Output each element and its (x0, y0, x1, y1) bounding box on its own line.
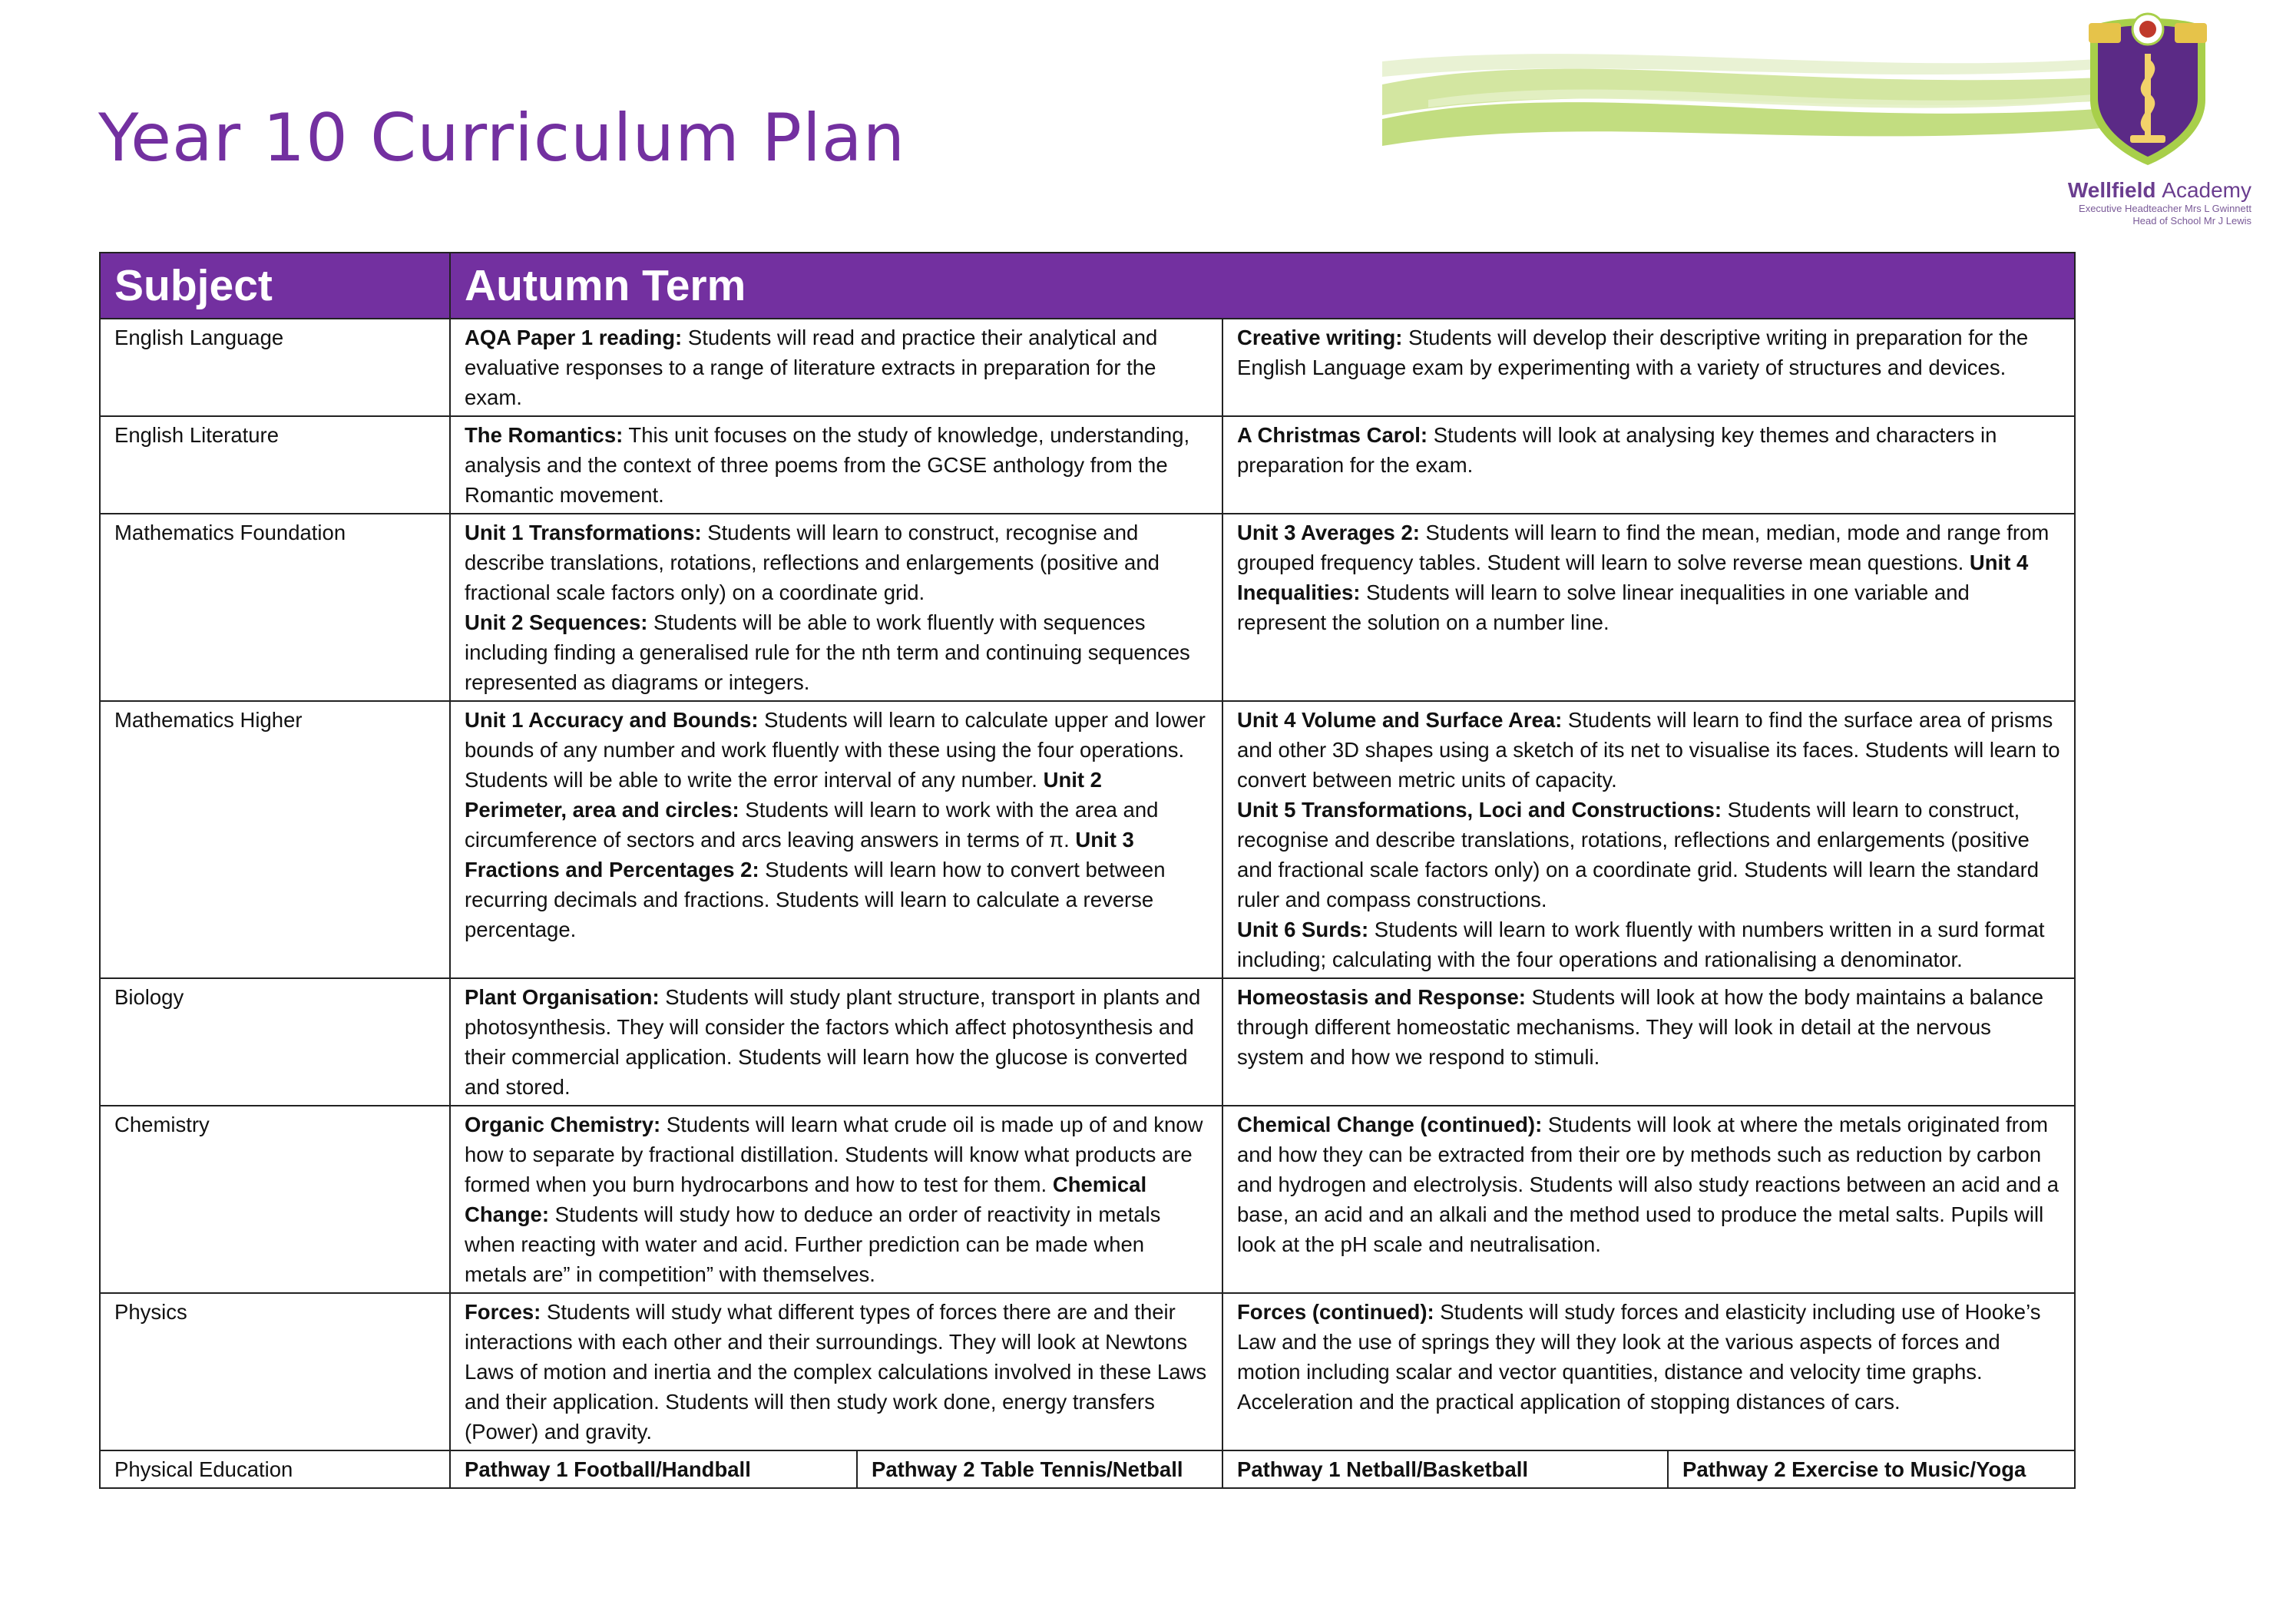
school-branding (1966, 178, 2251, 227)
decorative-swoosh (1382, 46, 2119, 161)
head-of-school: Head of School Mr J Lewis (2132, 215, 2251, 227)
subject-cell: Mathematics Foundation (100, 514, 450, 701)
table-row-pe (100, 1450, 2075, 1488)
table-row (100, 319, 2075, 416)
autumn-second-half-cell: Homeostasis and Response: Students will look at how the body maintains a balance through different homeostatic mechanisms. They will look in detail at the nervous system and how we respond to stimuli. (1222, 978, 2075, 1106)
autumn-first-half-cell: Unit 1 Accuracy and Bounds: Students will learn to calculate upper and lower bounds of any number and work fluently with these using the four operations. Students will be able to write the error interval of any number. Unit 2 Perimeter, area and circles: Students will learn to work with the area and circumference of sectors and arcs leaving answers in terms of π. Unit 3 Fractions and Percentages 2: Students will learn how to convert between recurring decimals and fractions. Students will learn to calculate a reverse percentage. (450, 701, 1222, 978)
autumn-second-half-cell: Chemical Change (continued): Students will look at where the metals originated from and how they can be extracted from their ore by methods such as reduction by carbon and hydrogen and electrolysis. Students will also study reactions between an acid and a base, an acid and an alkali and the method used to produce the metal salts. Pupils will look at the pH scale and neutralisation. (1222, 1106, 2075, 1293)
school-crest-icon (2083, 0, 2213, 169)
subject-column-header: Subject (100, 253, 450, 319)
autumn-second-half-cell: A Christmas Carol: Students will look at analysing key themes and characters in preparation for the exam. (1222, 416, 2075, 514)
page-title: Year 10 Curriculum Plan (98, 100, 906, 177)
table-row (100, 514, 2075, 701)
pe-pathway-1-second: Pathway 1 Netball/Basketball (1222, 1450, 1668, 1488)
autumn-first-half-cell: Plant Organisation: Students will study plant structure, transport in plants and photosynthesis. They will consider the factors which affect photosynthesis and their commercial application. Students will learn how the glucose is converted and stored. (450, 978, 1222, 1106)
autumn-first-half-cell: Forces: Students will study what different types of forces there are and their interactions with each other and their surroundings. They will look at Newtons Laws of motion and inertia and the complex calculations involved in these Laws and their application. Students will then study work done, energy transfers (Power) and gravity. (450, 1293, 1222, 1450)
subject-cell: Biology (100, 978, 450, 1106)
subject-cell: Physics (100, 1293, 450, 1450)
subject-cell: English Literature (100, 416, 450, 514)
pe-pathway-2-first: Pathway 2 Table Tennis/Netball (857, 1450, 1222, 1488)
school-name: Wellfield Academy (2067, 178, 2251, 202)
autumn-second-half-cell: Unit 4 Volume and Surface Area: Students will learn to find the surface area of prisms and other 3D shapes using a sketch of its net to visualise its faces. Students will learn to convert between metric units of capacity. Unit 5 Transformations, Loci and Constructions: Students will learn to construct, recognise and describe translations, rotations, reflections and enlargements (positive and fractional scale factors only) on a coordinate grid. Students will learn the standard ruler and compass constructions. Unit 6 Surds: Students will learn to work fluently with numbers written in a surd format including; calculating with the four operations and rationalising a denominator. (1222, 701, 2075, 978)
executive-headteacher: Executive Headteacher Mrs L Gwinnett (2079, 203, 2251, 214)
pe-pathway-2-second: Pathway 2 Exercise to Music/Yoga (1668, 1450, 2075, 1488)
curriculum-table (99, 252, 2076, 1489)
subject-cell: Chemistry (100, 1106, 450, 1293)
table-row (100, 701, 2075, 978)
autumn-first-half-cell: The Romantics: This unit focuses on the study of knowledge, understanding, analysis and the context of three poems from the GCSE anthology from the Romantic movement. (450, 416, 1222, 514)
autumn-second-half-cell: Forces (continued): Students will study forces and elasticity including use of Hooke’s Law and the use of springs they will they look at the various aspects of forces and motion including scalar and vector quantities, distance and velocity time graphs. Acceleration and the practical application of stopping distances of cars. (1222, 1293, 2075, 1450)
autumn-first-half-cell: Unit 1 Transformations: Students will learn to construct, recognise and describe translations, rotations, reflections and enlargements (positive and fractional scale factors only) on a coordinate grid. Unit 2 Sequences: Students will be able to work fluently with sequences including finding a generalised rule for the nth term and continuing sequences represented as diagrams or integers. (450, 514, 1222, 701)
table-row (100, 416, 2075, 514)
autumn-term-header: Autumn Term (450, 253, 2075, 319)
autumn-second-half-cell: Creative writing: Students will develop their descriptive writing in preparation for the English Language exam by experimenting with a variety of structures and devices. (1222, 319, 2075, 416)
autumn-second-half-cell: Unit 3 Averages 2: Students will learn to find the mean, median, mode and range from grouped frequency tables. Student will learn to solve reverse mean questions. Unit 4 Inequalities: Students will learn to solve linear inequalities in one variable and represent the solution on a number line. (1222, 514, 2075, 701)
table-header-row (100, 253, 2075, 319)
pe-pathway-1-first: Pathway 1 Football/Handball (450, 1450, 857, 1488)
table-row (100, 978, 2075, 1106)
autumn-first-half-cell: Organic Chemistry: Students will learn what crude oil is made up of and know how to separate by fractional distillation. Students will know what products are formed when you burn hydrocarbons and how to test for them. Chemical Change: Students will study how to deduce an order of reactivity in metals when reacting with water and acid. Further prediction can be made when metals are” in competition” with themselves. (450, 1106, 1222, 1293)
subject-cell: Physical Education (100, 1450, 450, 1488)
subject-cell: English Language (100, 319, 450, 416)
autumn-first-half-cell: AQA Paper 1 reading: Students will read and practice their analytical and evaluative responses to a range of literature extracts in preparation for the exam. (450, 319, 1222, 416)
subject-cell: Mathematics Higher (100, 701, 450, 978)
table-row (100, 1293, 2075, 1450)
table-row (100, 1106, 2075, 1293)
